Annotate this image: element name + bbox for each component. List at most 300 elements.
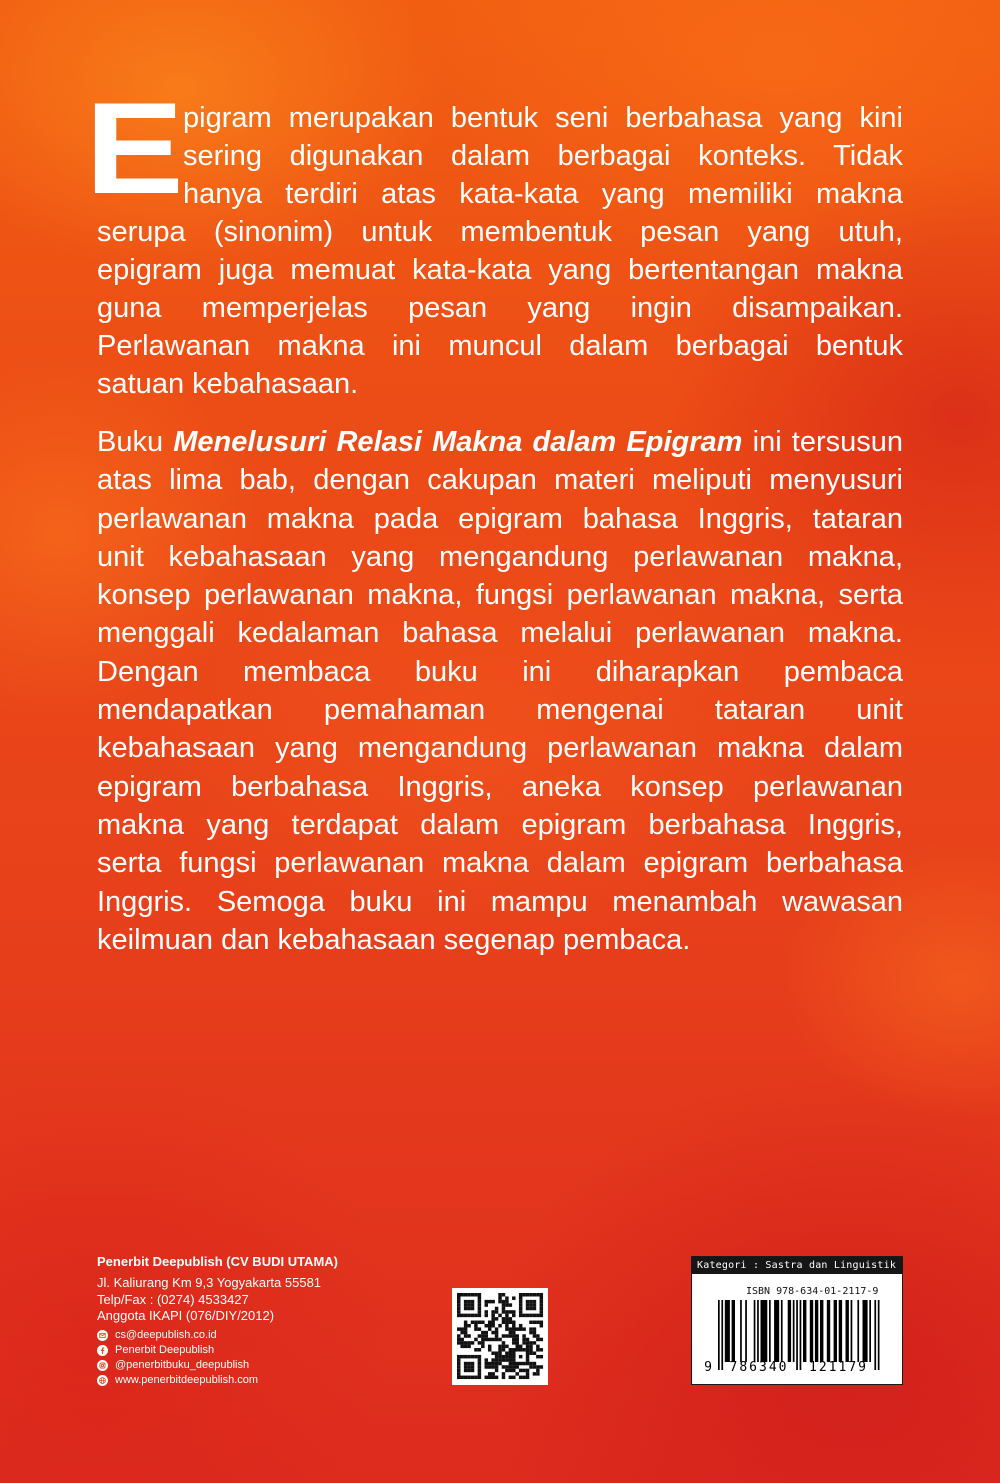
qr-module <box>529 1331 533 1335</box>
qr-module <box>471 1341 475 1345</box>
qr-module <box>464 1369 468 1373</box>
description-line: menggali kedalaman bahasa melalui perlawanan makna. <box>97 617 903 650</box>
qr-module <box>498 1296 502 1300</box>
qr-module <box>502 1310 506 1314</box>
qr-module <box>481 1345 485 1349</box>
qr-module <box>498 1338 502 1342</box>
qr-module <box>540 1310 544 1314</box>
description-line: perlawanan makna pada epigram bahasa Inggris, tataran <box>97 502 903 535</box>
qr-module <box>467 1376 471 1380</box>
qr-module <box>478 1355 482 1359</box>
qr-module <box>478 1376 482 1380</box>
qr-module <box>471 1300 475 1304</box>
isbn-number: ISBN 978-634-01-2117-9 <box>746 1286 879 1297</box>
qr-module <box>495 1338 499 1342</box>
qr-module <box>512 1358 516 1362</box>
qr-module <box>460 1327 464 1331</box>
qr-module <box>536 1321 540 1325</box>
qr-module <box>467 1365 471 1369</box>
description-lead-word: Buku <box>97 426 164 458</box>
qr-module <box>471 1365 475 1369</box>
description-line: Inggris. Semoga buku ini mampu menambah wawasan <box>97 885 903 918</box>
qr-module <box>467 1345 471 1349</box>
qr-module <box>485 1358 489 1362</box>
qr-module <box>509 1331 512 1335</box>
qr-module <box>457 1338 461 1342</box>
qr-module <box>533 1331 537 1335</box>
qr-module <box>526 1348 530 1352</box>
qr-module <box>505 1334 509 1338</box>
qr-module <box>540 1338 544 1342</box>
qr-module <box>485 1300 489 1304</box>
qr-module <box>533 1314 537 1318</box>
qr-module <box>515 1372 519 1376</box>
qr-module <box>491 1376 495 1380</box>
qr-module <box>533 1365 537 1369</box>
qr-module <box>526 1341 530 1345</box>
qr-module <box>515 1338 519 1342</box>
qr-module <box>540 1365 544 1369</box>
qr-module <box>540 1348 544 1352</box>
qr-module <box>495 1351 499 1355</box>
qr-module <box>498 1345 502 1349</box>
qr-module <box>474 1348 478 1352</box>
qr-module <box>519 1369 523 1373</box>
qr-module <box>515 1365 519 1369</box>
qr-module <box>526 1355 530 1359</box>
qr-module <box>498 1314 502 1318</box>
qr-module <box>488 1300 492 1304</box>
qr-module <box>460 1314 464 1318</box>
qr-module <box>522 1362 526 1366</box>
qr-module <box>491 1372 495 1376</box>
qr-module <box>502 1307 506 1311</box>
qr-module <box>488 1348 492 1352</box>
qr-module <box>491 1300 495 1304</box>
qr-module <box>526 1314 530 1318</box>
qr-module <box>495 1355 499 1359</box>
barcode-bar <box>745 1300 747 1362</box>
qr-module <box>512 1321 516 1325</box>
qr-module <box>467 1341 471 1345</box>
qr-module <box>536 1372 540 1376</box>
qr-module <box>529 1300 533 1304</box>
barcode-bar <box>754 1300 756 1362</box>
qr-module <box>460 1331 464 1335</box>
qr-module <box>467 1300 471 1304</box>
qr-module <box>505 1303 509 1307</box>
barcode-bar <box>732 1300 735 1362</box>
qr-module <box>491 1314 495 1318</box>
qr-module <box>533 1334 537 1338</box>
qr-module <box>512 1327 516 1331</box>
qr-module <box>471 1369 475 1373</box>
qr-module <box>478 1358 482 1362</box>
qr-module <box>491 1331 495 1335</box>
barcode-bar <box>878 1300 880 1370</box>
qr-module <box>540 1293 544 1297</box>
qr-module <box>457 1327 461 1331</box>
qr-module <box>512 1338 516 1342</box>
qr-module <box>457 1303 461 1307</box>
qr-module <box>526 1372 530 1376</box>
qr-module <box>519 1327 523 1331</box>
qr-module <box>502 1334 506 1338</box>
qr-module <box>536 1293 540 1297</box>
qr-module <box>505 1310 509 1314</box>
qr-module <box>481 1321 485 1325</box>
qr-module <box>540 1303 544 1307</box>
barcode-bar <box>718 1300 720 1370</box>
qr-module <box>464 1345 468 1349</box>
qr-module <box>460 1345 464 1349</box>
qr-module <box>512 1331 516 1335</box>
barcode-bar <box>757 1300 759 1362</box>
qr-module <box>474 1376 478 1380</box>
qr-module <box>457 1310 461 1314</box>
qr-module <box>464 1327 468 1331</box>
qr-module <box>529 1314 533 1318</box>
qr-module <box>540 1307 544 1311</box>
qr-module <box>522 1341 526 1345</box>
description-line: serta fungsi perlawanan makna dalam epigram berbahasa <box>97 847 903 880</box>
qr-module <box>464 1293 468 1297</box>
qr-module <box>467 1355 471 1359</box>
qr-module <box>512 1348 516 1352</box>
qr-module <box>533 1341 537 1345</box>
barcode-bar <box>810 1300 813 1362</box>
qr-module <box>509 1303 512 1307</box>
qr-module <box>481 1334 485 1338</box>
qr-module <box>491 1358 495 1362</box>
qr-module <box>495 1317 499 1321</box>
intro-line: guna memperjelas pesan yang ingin disampaikan. <box>97 292 903 324</box>
qr-module <box>533 1303 537 1307</box>
qr-module <box>488 1324 492 1328</box>
email-icon <box>97 1330 108 1341</box>
qr-module <box>478 1307 482 1311</box>
qr-module <box>464 1365 468 1369</box>
qr-module <box>457 1314 461 1318</box>
qr-module <box>505 1358 509 1362</box>
qr-module <box>495 1369 499 1373</box>
qr-module <box>509 1327 512 1331</box>
qr-module <box>515 1345 519 1349</box>
qr-module <box>519 1314 523 1318</box>
description-lead-rest: ini tersusun <box>752 426 904 458</box>
qr-module <box>471 1321 475 1325</box>
qr-module <box>467 1324 471 1328</box>
qr-module <box>467 1369 471 1373</box>
qr-module <box>526 1300 530 1304</box>
qr-module <box>522 1314 526 1318</box>
isbn-barcode-label <box>691 1256 903 1385</box>
qr-module <box>471 1303 475 1307</box>
qr-module <box>488 1327 492 1331</box>
qr-module <box>536 1334 540 1338</box>
qr-module <box>502 1321 506 1325</box>
qr-module <box>464 1314 468 1318</box>
qr-module <box>505 1369 509 1373</box>
qr-module <box>519 1300 523 1304</box>
qr-module <box>509 1348 512 1352</box>
qr-module <box>478 1372 482 1376</box>
qr-module <box>471 1376 475 1380</box>
contact-email-text: cs@deepublish.co.id <box>115 1328 217 1341</box>
barcode-bar <box>761 1300 768 1362</box>
qr-module <box>474 1314 478 1318</box>
qr-module <box>529 1307 533 1311</box>
barcode-bar <box>846 1300 849 1362</box>
qr-module <box>519 1355 523 1359</box>
description-line: unit kebahasaan yang mengandung perlawanan makna, <box>97 540 903 573</box>
qr-module <box>478 1327 482 1331</box>
description-line: atas lima bab, dengan cakupan materi meliputi menyusuri <box>97 464 903 497</box>
qr-module <box>471 1362 475 1366</box>
qr-module <box>512 1296 516 1300</box>
qr-module <box>485 1365 489 1369</box>
qr-module <box>536 1314 540 1318</box>
qr-module <box>498 1324 502 1328</box>
qr-module <box>540 1355 544 1359</box>
qr-module <box>478 1310 482 1314</box>
qr-module <box>485 1324 489 1328</box>
qr-module <box>474 1338 478 1342</box>
qr-module <box>536 1365 540 1369</box>
barcode-bar <box>857 1300 859 1362</box>
barcode-bar <box>874 1300 876 1370</box>
qr-module <box>478 1369 482 1373</box>
qr-module <box>502 1341 506 1345</box>
description-line: keilmuan dan kebahasaan segenap pembaca. <box>97 923 691 956</box>
qr-module <box>474 1324 478 1328</box>
qr-module <box>533 1327 537 1331</box>
qr-module <box>464 1300 468 1304</box>
qr-module <box>474 1327 478 1331</box>
qr-module <box>460 1376 464 1380</box>
barcode-bar <box>803 1300 806 1362</box>
qr-module <box>512 1341 516 1345</box>
qr-module <box>464 1362 468 1366</box>
qr-module <box>533 1300 537 1304</box>
qr-module <box>457 1369 461 1373</box>
description-line: epigram berbahasa Inggris, aneka konsep perlawanan <box>97 770 903 803</box>
qr-module <box>471 1314 475 1318</box>
qr-module <box>502 1372 506 1376</box>
qr-module <box>481 1338 485 1342</box>
description-line: Dengan membaca buku ini diharapkan pembaca <box>97 655 903 688</box>
qr-module <box>460 1293 464 1297</box>
qr-module <box>495 1358 499 1362</box>
qr-module <box>505 1296 509 1300</box>
qr-module <box>498 1293 502 1297</box>
qr-module <box>502 1303 506 1307</box>
qr-module <box>515 1362 519 1366</box>
qr-module <box>529 1362 533 1366</box>
publisher-phone: Telp/Fax : (0274) 4533427 <box>97 1291 249 1307</box>
qr-module <box>536 1369 540 1373</box>
barcode-bar <box>793 1300 795 1362</box>
qr-module <box>533 1362 537 1366</box>
qr-module <box>505 1317 509 1321</box>
qr-module <box>495 1362 499 1366</box>
qr-module <box>540 1314 544 1318</box>
qr-module <box>478 1300 482 1304</box>
qr-module <box>464 1307 468 1311</box>
qr-module <box>512 1324 516 1328</box>
qr-module <box>478 1303 482 1307</box>
qr-module <box>509 1365 512 1369</box>
intro-line: pigram merupakan bentuk seni berbahasa yang kini <box>183 102 903 134</box>
qr-module <box>491 1362 495 1366</box>
qr-module <box>491 1351 495 1355</box>
qr-module <box>526 1362 530 1366</box>
qr-module <box>502 1355 506 1359</box>
qr-module <box>526 1307 530 1311</box>
qr-module <box>522 1327 526 1331</box>
qr-module <box>533 1293 537 1297</box>
qr-module <box>509 1317 512 1321</box>
qr-module <box>485 1310 489 1314</box>
qr-module <box>522 1348 526 1352</box>
qr-module <box>536 1338 540 1342</box>
qr-module <box>522 1293 526 1297</box>
qr-module <box>457 1365 461 1369</box>
qr-module <box>515 1348 519 1352</box>
qr-module <box>526 1376 530 1380</box>
qr-module <box>485 1331 489 1335</box>
qr-module <box>485 1334 489 1338</box>
qr-module <box>522 1334 526 1338</box>
barcode-digits-right: 121179 <box>809 1360 868 1375</box>
qr-module <box>467 1303 471 1307</box>
qr-module <box>526 1345 530 1349</box>
publisher-address: Jl. Kaliurang Km 9,3 Yogyakarta 55581 <box>97 1275 322 1290</box>
qr-module <box>474 1321 478 1325</box>
qr-module <box>471 1307 475 1311</box>
qr-module <box>509 1376 512 1380</box>
qr-module <box>488 1345 492 1349</box>
qr-module <box>478 1321 482 1325</box>
barcode-bar <box>774 1300 779 1362</box>
barcode-bar <box>815 1300 818 1362</box>
qr-module <box>457 1307 461 1311</box>
qr-module <box>509 1321 512 1325</box>
qr-module <box>471 1355 475 1359</box>
qr-module <box>502 1300 506 1304</box>
intro-line: epigram juga memuat kata-kata yang bertentangan makna <box>97 254 903 286</box>
qr-module <box>519 1348 523 1352</box>
contact-website-text: www.penerbitdeepublish.com <box>115 1373 259 1386</box>
intro-line: satuan kebahasaan. <box>97 368 359 400</box>
qr-module <box>512 1351 516 1355</box>
intro-paragraph <box>97 99 903 403</box>
qr-module <box>515 1334 519 1338</box>
publisher-contacts <box>97 1328 258 1388</box>
qr-module <box>519 1293 523 1297</box>
qr-module <box>485 1338 489 1342</box>
qr-module <box>509 1334 512 1338</box>
contact-facebook <box>97 1343 258 1358</box>
qr-module <box>474 1293 478 1297</box>
barcode-bar <box>725 1300 730 1362</box>
publisher-name: Penerbit Deepublish (CV BUDI UTAMA) <box>97 1254 338 1269</box>
qr-module <box>529 1321 533 1325</box>
qr-module <box>478 1362 482 1366</box>
qr-module <box>495 1376 499 1380</box>
barcode-bar <box>740 1300 742 1362</box>
barcode-bar <box>820 1300 823 1362</box>
qr-module <box>464 1324 468 1328</box>
description-line: kebahasaan yang mengandung perlawanan makna dalam <box>97 732 903 765</box>
book-title: Menelusuri Relasi Makna dalam Epigram <box>173 426 743 458</box>
qr-module <box>505 1355 509 1359</box>
qr-module <box>505 1365 509 1369</box>
qr-module <box>457 1296 461 1300</box>
qr-module <box>457 1362 461 1366</box>
qr-module <box>536 1345 540 1349</box>
qr-module <box>512 1376 516 1380</box>
qr-module <box>509 1362 512 1366</box>
qr-module <box>529 1341 533 1345</box>
qr-module <box>467 1307 471 1311</box>
qr-module <box>536 1355 540 1359</box>
qr-module <box>498 1358 502 1362</box>
qr-module <box>515 1327 519 1331</box>
qr-module <box>460 1338 464 1342</box>
qr-module <box>512 1355 516 1359</box>
description-line: mendapatkan pemahaman mengenai tataran unit <box>97 694 903 727</box>
qr-module <box>457 1355 461 1359</box>
qr-module <box>495 1334 499 1338</box>
qr-module <box>540 1296 544 1300</box>
qr-module <box>502 1348 506 1352</box>
globe-icon <box>97 1375 108 1386</box>
qr-module <box>478 1314 482 1318</box>
qr-module <box>533 1372 537 1376</box>
instagram-icon <box>97 1360 108 1371</box>
qr-module <box>457 1358 461 1362</box>
barcode-digits-left: 786340 <box>729 1360 789 1375</box>
qr-module <box>519 1296 523 1300</box>
qr-module <box>502 1317 506 1321</box>
qr-module <box>512 1369 516 1373</box>
qr-module <box>495 1310 499 1314</box>
qr-module <box>509 1351 512 1355</box>
qr-module <box>502 1345 506 1349</box>
qr-module <box>505 1345 509 1349</box>
qr-code <box>452 1288 548 1385</box>
barcode-bar <box>800 1300 802 1370</box>
qr-module <box>512 1365 516 1369</box>
qr-module <box>519 1324 523 1328</box>
qr-module <box>457 1376 461 1380</box>
qr-module <box>505 1300 509 1304</box>
barcode-bar <box>827 1300 830 1362</box>
qr-module <box>522 1369 526 1373</box>
qr-module <box>505 1324 509 1328</box>
qr-module <box>495 1327 499 1331</box>
qr-module <box>481 1331 485 1335</box>
qr-module <box>502 1365 506 1369</box>
contact-instagram-text: @penerbitbuku_deepublish <box>115 1358 250 1371</box>
qr-module <box>491 1317 495 1321</box>
qr-module <box>491 1365 495 1369</box>
intro-line: hanya terdiri atas kata-kata yang memiliki makna <box>183 178 903 210</box>
qr-module <box>529 1345 533 1349</box>
category-label: Kategori : Sastra dan Linguistik <box>692 1257 902 1274</box>
qr-module <box>460 1355 464 1359</box>
